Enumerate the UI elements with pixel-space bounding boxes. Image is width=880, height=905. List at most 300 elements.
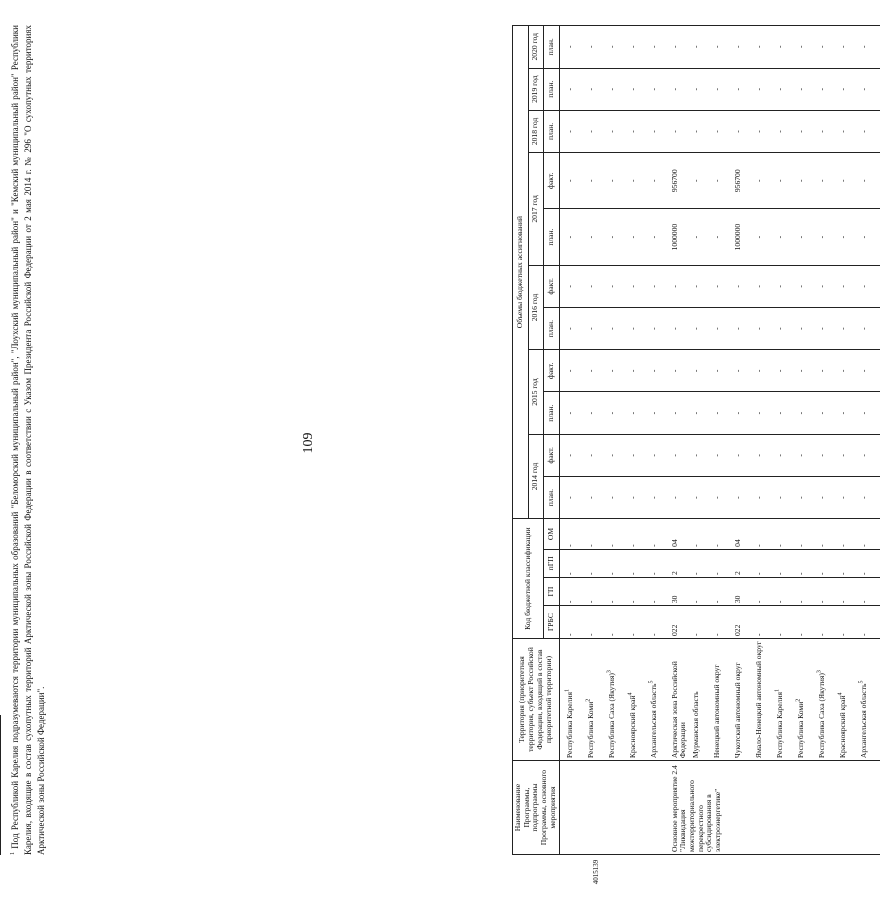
cell-om: - <box>775 519 796 550</box>
cell-value: - <box>817 26 838 69</box>
cell-territory <box>691 639 712 761</box>
cell-value: - <box>559 110 586 152</box>
cell-value: - <box>754 350 775 392</box>
cell-value: - <box>796 308 817 350</box>
cell-value: - <box>838 477 859 519</box>
table-row <box>607 26 628 855</box>
cell-value: - <box>559 350 586 392</box>
cell-value: - <box>649 308 670 350</box>
cell-value: - <box>628 68 649 110</box>
cell-gp: 30 <box>733 577 754 605</box>
cell-value: - <box>691 265 712 307</box>
header-budget-code: Код бюджетной классификации <box>513 519 544 639</box>
cell-om: - <box>712 519 733 550</box>
header-year-2018: 2018 год <box>528 110 544 152</box>
table-row <box>559 26 586 855</box>
cell-grbs: - <box>691 606 712 639</box>
cell-value: - <box>670 308 691 350</box>
footnote-rule <box>0 715 1 855</box>
cell-grbs: 022 <box>733 606 754 639</box>
cell-grbs: - <box>607 606 628 639</box>
header-year-2019: 2019 год <box>528 68 544 110</box>
cell-value: 956700 <box>733 153 754 209</box>
header-program: Наименование Программы, подпрограммы Программы, основного мероприятия <box>513 761 560 855</box>
cell-value: - <box>649 26 670 69</box>
cell-value: - <box>817 477 838 519</box>
table-row <box>628 26 649 855</box>
cell-value: - <box>838 68 859 110</box>
territory-name: Республика Коми <box>795 701 805 759</box>
cell-territory <box>733 639 754 761</box>
cell-value: - <box>628 392 649 434</box>
cell-value: - <box>586 434 607 476</box>
cell-om: - <box>691 519 712 550</box>
cell-value: - <box>670 110 691 152</box>
table-row <box>754 26 775 855</box>
footnote-ref: 2 <box>585 698 592 702</box>
cell-om: - <box>607 519 628 550</box>
cell-value: - <box>754 110 775 152</box>
header-year-2016: 2016 год <box>528 265 544 350</box>
cell-value: - <box>754 265 775 307</box>
cell-grbs: - <box>712 606 733 639</box>
cell-value: - <box>586 265 607 307</box>
cell-pgp: - <box>628 549 649 577</box>
cell-value: - <box>559 68 586 110</box>
footnote <box>0 25 48 855</box>
cell-value: - <box>628 110 649 152</box>
cell-gp: - <box>838 577 859 605</box>
table-row <box>859 26 880 855</box>
cell-territory <box>838 639 859 761</box>
cell-gp: - <box>775 577 796 605</box>
cell-value: - <box>775 477 796 519</box>
cell-value: - <box>649 392 670 434</box>
cell-value: - <box>859 110 880 152</box>
cell-grbs: - <box>586 606 607 639</box>
cell-value: - <box>712 265 733 307</box>
cell-value: - <box>691 68 712 110</box>
cell-gp: - <box>859 577 880 605</box>
cell-value: - <box>628 153 649 209</box>
cell-pgp: - <box>796 549 817 577</box>
cell-value: - <box>775 392 796 434</box>
cell-om: - <box>586 519 607 550</box>
header-om: ОМ <box>544 519 560 550</box>
cell-value: - <box>796 26 817 69</box>
cell-territory <box>649 639 670 761</box>
cell-value: - <box>607 434 628 476</box>
footnote-ref: 2 <box>795 698 802 702</box>
cell-value: - <box>754 26 775 69</box>
cell-value: - <box>859 68 880 110</box>
header-fact: факт. <box>544 350 560 392</box>
cell-value: - <box>817 350 838 392</box>
cell-pgp: - <box>775 549 796 577</box>
cell-value: - <box>775 110 796 152</box>
footnote-body: Под Республикой Карелия подразумеваются территории муниципальных образований "Беломорский муниципальный район", "Лоухский муниципальный район" и "Кемский муниципальный район" Республики Карелия, входящие в состав сухопутных территорий Арктической зоны Российской Федерации в соответствии с Указом Президента Российской Федерации от 2 мая 2014 г. № 296 "О сухопутных территориях Арктической зоны Российской Федерации". <box>10 25 46 855</box>
cell-om: - <box>754 519 775 550</box>
cell-value: - <box>859 265 880 307</box>
cell-territory <box>796 639 817 761</box>
cell-value: - <box>838 110 859 152</box>
territory-name: Красноярский край <box>837 695 847 759</box>
cell-grbs: - <box>838 606 859 639</box>
cell-value: - <box>859 477 880 519</box>
cell-gp: - <box>607 577 628 605</box>
cell-value: - <box>817 68 838 110</box>
cell-value: - <box>649 265 670 307</box>
cell-value: - <box>712 68 733 110</box>
cell-value: - <box>817 209 838 265</box>
cell-value: - <box>691 153 712 209</box>
cell-om: 04 <box>733 519 754 550</box>
table-row <box>796 26 817 855</box>
cell-value: - <box>559 434 586 476</box>
cell-value: - <box>607 477 628 519</box>
cell-gp: - <box>712 577 733 605</box>
cell-value: - <box>559 153 586 209</box>
cell-value: - <box>649 153 670 209</box>
cell-value: - <box>859 434 880 476</box>
cell-pgp: 2 <box>670 549 691 577</box>
cell-value: - <box>775 68 796 110</box>
cell-territory <box>775 639 796 761</box>
cell-value: - <box>796 153 817 209</box>
cell-value: - <box>691 477 712 519</box>
cell-value: - <box>670 350 691 392</box>
cell-value: - <box>754 308 775 350</box>
cell-value: - <box>628 265 649 307</box>
cell-value: - <box>628 350 649 392</box>
cell-value: - <box>733 477 754 519</box>
cell-value: - <box>796 477 817 519</box>
cell-value: - <box>649 434 670 476</box>
cell-value: - <box>838 434 859 476</box>
cell-value: - <box>754 209 775 265</box>
cell-pgp: - <box>607 549 628 577</box>
cell-territory <box>817 639 838 761</box>
cell-value: - <box>712 110 733 152</box>
cell-value: - <box>775 26 796 69</box>
table-row <box>775 26 796 855</box>
cell-value: - <box>775 434 796 476</box>
cell-om: - <box>796 519 817 550</box>
cell-value: - <box>754 392 775 434</box>
cell-value: - <box>628 434 649 476</box>
header-plan: план. <box>544 209 560 265</box>
cell-value: - <box>838 392 859 434</box>
table-row <box>733 26 754 855</box>
table-header <box>513 26 560 855</box>
cell-value: - <box>733 434 754 476</box>
cell-value: - <box>838 209 859 265</box>
cell-gp: - <box>559 577 586 605</box>
cell-value: - <box>838 308 859 350</box>
header-plan: план. <box>544 110 560 152</box>
cell-value: - <box>586 477 607 519</box>
header-volumes: Объемы бюджетных ассигнований <box>513 26 529 519</box>
cell-value: - <box>649 68 670 110</box>
cell-value: - <box>796 434 817 476</box>
header-year-2014: 2014 год <box>528 434 544 519</box>
cell-value: - <box>649 209 670 265</box>
cell-value: - <box>670 26 691 69</box>
cell-value: - <box>754 153 775 209</box>
cell-gp: - <box>628 577 649 605</box>
cell-gp: - <box>817 577 838 605</box>
cell-value: - <box>670 68 691 110</box>
page-number: 109 <box>301 432 316 454</box>
cell-pgp: - <box>586 549 607 577</box>
cell-territory <box>628 639 649 761</box>
cell-value: - <box>607 308 628 350</box>
cell-value: - <box>559 209 586 265</box>
territory-name: Чукотский автономный округ <box>732 662 742 759</box>
header-plan: план. <box>544 308 560 350</box>
document-id: 4015139 <box>592 859 600 885</box>
table-row <box>712 26 733 855</box>
header-grbs: ГРБС <box>544 606 560 639</box>
cell-value: - <box>670 477 691 519</box>
territory-name: Ненецкий автономный округ <box>711 664 721 759</box>
cell-om: - <box>559 519 586 550</box>
cell-value: - <box>586 26 607 69</box>
cell-value: - <box>670 265 691 307</box>
header-plan: план. <box>544 26 560 69</box>
cell-value: - <box>796 110 817 152</box>
cell-om: - <box>628 519 649 550</box>
cell-value: - <box>559 26 586 69</box>
cell-value: - <box>712 308 733 350</box>
territory-name: Мурманская область <box>690 691 700 759</box>
cell-value: - <box>838 265 859 307</box>
cell-value: - <box>838 153 859 209</box>
cell-value: 956700 <box>670 153 691 209</box>
header-year-2015: 2015 год <box>528 350 544 435</box>
cell-om: - <box>859 519 880 550</box>
cell-value: - <box>628 26 649 69</box>
cell-value: - <box>733 308 754 350</box>
cell-value: - <box>859 392 880 434</box>
cell-territory <box>754 639 775 761</box>
cell-value: - <box>733 110 754 152</box>
cell-value: - <box>796 68 817 110</box>
cell-value: - <box>586 308 607 350</box>
cell-value: - <box>817 392 838 434</box>
cell-territory <box>670 639 691 761</box>
cell-value: - <box>691 308 712 350</box>
cell-grbs: - <box>796 606 817 639</box>
cell-pgp: - <box>838 549 859 577</box>
header-year-2017: 2017 год <box>528 153 544 266</box>
cell-value: - <box>796 265 817 307</box>
cell-value: - <box>817 308 838 350</box>
cell-value: - <box>733 68 754 110</box>
cell-pgp: - <box>649 549 670 577</box>
cell-gp: - <box>754 577 775 605</box>
territory-name: Красноярский край <box>627 695 637 759</box>
cell-value: - <box>733 350 754 392</box>
cell-value: - <box>733 265 754 307</box>
cell-grbs: - <box>775 606 796 639</box>
cell-value: - <box>817 153 838 209</box>
cell-value: - <box>670 392 691 434</box>
cell-territory <box>712 639 733 761</box>
cell-value: - <box>607 153 628 209</box>
cell-value: - <box>796 392 817 434</box>
header-year-2020: 2020 год <box>528 26 544 69</box>
cell-value: - <box>691 26 712 69</box>
header-fact: факт. <box>544 153 560 209</box>
header-fact: факт. <box>544 265 560 307</box>
cell-program <box>559 761 670 855</box>
cell-value: 1000000 <box>670 209 691 265</box>
cell-value: - <box>733 26 754 69</box>
table-row <box>670 26 691 855</box>
cell-pgp: - <box>817 549 838 577</box>
cell-value: - <box>691 209 712 265</box>
territory-name: Архангельская область <box>858 683 868 759</box>
header-plan: план. <box>544 392 560 434</box>
footnote-ref: 4 <box>837 692 844 696</box>
cell-value: - <box>691 392 712 434</box>
cell-value: - <box>817 434 838 476</box>
cell-value: - <box>712 350 733 392</box>
cell-value: - <box>649 477 670 519</box>
cell-om: 04 <box>670 519 691 550</box>
cell-grbs: - <box>754 606 775 639</box>
cell-value: - <box>559 265 586 307</box>
table-row <box>838 26 859 855</box>
territory-name: Республика Карелия <box>774 692 784 759</box>
cell-value: - <box>796 350 817 392</box>
cell-pgp: - <box>559 549 586 577</box>
footnote-text <box>9 25 48 855</box>
territory-name: Республика Саха (Якутия) <box>606 673 616 759</box>
footnote-marker: 1 <box>10 852 16 855</box>
cell-grbs: 022 <box>670 606 691 639</box>
footnote-ref: 4 <box>627 692 634 696</box>
cell-grbs: - <box>559 606 586 639</box>
cell-territory <box>859 639 880 761</box>
cell-value: - <box>586 110 607 152</box>
cell-value: - <box>859 153 880 209</box>
territory-name: Республика Коми <box>585 701 595 759</box>
cell-value: - <box>775 350 796 392</box>
footnote-ref: 1 <box>774 689 781 693</box>
cell-value: 1000000 <box>733 209 754 265</box>
cell-value: - <box>817 110 838 152</box>
cell-value: - <box>838 26 859 69</box>
cell-om: - <box>838 519 859 550</box>
cell-value: - <box>559 308 586 350</box>
table-row <box>649 26 670 855</box>
header-territory: Территория (приоритетная территория, субъект Российской Федерации, входящий в состав приоритетной территории) <box>513 639 560 761</box>
territory-name: Ямало-Ненецкий автономный округ <box>753 641 763 759</box>
cell-grbs: - <box>817 606 838 639</box>
cell-value: - <box>628 209 649 265</box>
cell-value: - <box>754 477 775 519</box>
territory-name: Республика Саха (Якутия) <box>816 673 826 759</box>
cell-territory <box>586 639 607 761</box>
footnote-ref: 3 <box>606 670 613 674</box>
cell-value: - <box>607 110 628 152</box>
header-gp: ГП <box>544 577 560 605</box>
cell-value: - <box>775 265 796 307</box>
cell-value: - <box>859 26 880 69</box>
table-body <box>559 26 880 855</box>
cell-value: - <box>775 153 796 209</box>
cell-gp: - <box>691 577 712 605</box>
territory-name: Архангельская область <box>648 683 658 759</box>
cell-value: - <box>586 68 607 110</box>
cell-value: - <box>775 308 796 350</box>
cell-value: - <box>754 434 775 476</box>
cell-value: - <box>691 434 712 476</box>
cell-value: - <box>586 209 607 265</box>
territory-name: Республика Карелия <box>564 692 574 759</box>
cell-value: - <box>607 209 628 265</box>
cell-program: Основное мероприятие 2.4 "Ликвидация межтерриториального перекрестного субсидирования в электроэнергетике" <box>670 761 880 855</box>
cell-value: - <box>859 350 880 392</box>
cell-value: - <box>775 209 796 265</box>
cell-value: - <box>607 392 628 434</box>
cell-value: - <box>628 477 649 519</box>
cell-value: - <box>712 153 733 209</box>
budget-table <box>512 25 880 855</box>
cell-pgp: 2 <box>733 549 754 577</box>
cell-value: - <box>712 434 733 476</box>
cell-grbs: - <box>649 606 670 639</box>
cell-value: - <box>859 209 880 265</box>
cell-value: - <box>691 350 712 392</box>
cell-om: - <box>817 519 838 550</box>
cell-om: - <box>649 519 670 550</box>
cell-value: - <box>838 350 859 392</box>
cell-value: - <box>607 26 628 69</box>
cell-gp: - <box>586 577 607 605</box>
cell-value: - <box>733 392 754 434</box>
table-row <box>691 26 712 855</box>
cell-value: - <box>649 110 670 152</box>
footnote-ref: 3 <box>816 670 823 674</box>
header-pgp: пГП <box>544 549 560 577</box>
footnote-ref: 5 <box>648 680 655 684</box>
cell-value: - <box>859 308 880 350</box>
cell-value: - <box>586 153 607 209</box>
cell-value: - <box>712 392 733 434</box>
cell-value: - <box>607 68 628 110</box>
cell-value: - <box>754 68 775 110</box>
cell-pgp: - <box>691 549 712 577</box>
cell-value: - <box>607 350 628 392</box>
cell-value: - <box>817 265 838 307</box>
header-plan: план. <box>544 68 560 110</box>
cell-grbs: - <box>628 606 649 639</box>
cell-value: - <box>586 392 607 434</box>
territory-name: Арктическая зона Российской Федерации <box>669 661 688 759</box>
cell-value: - <box>691 110 712 152</box>
cell-value: - <box>712 26 733 69</box>
cell-grbs: - <box>859 606 880 639</box>
cell-value: - <box>796 209 817 265</box>
cell-pgp: - <box>754 549 775 577</box>
cell-value: - <box>712 477 733 519</box>
cell-territory <box>607 639 628 761</box>
cell-pgp: - <box>859 549 880 577</box>
table-row <box>586 26 607 855</box>
